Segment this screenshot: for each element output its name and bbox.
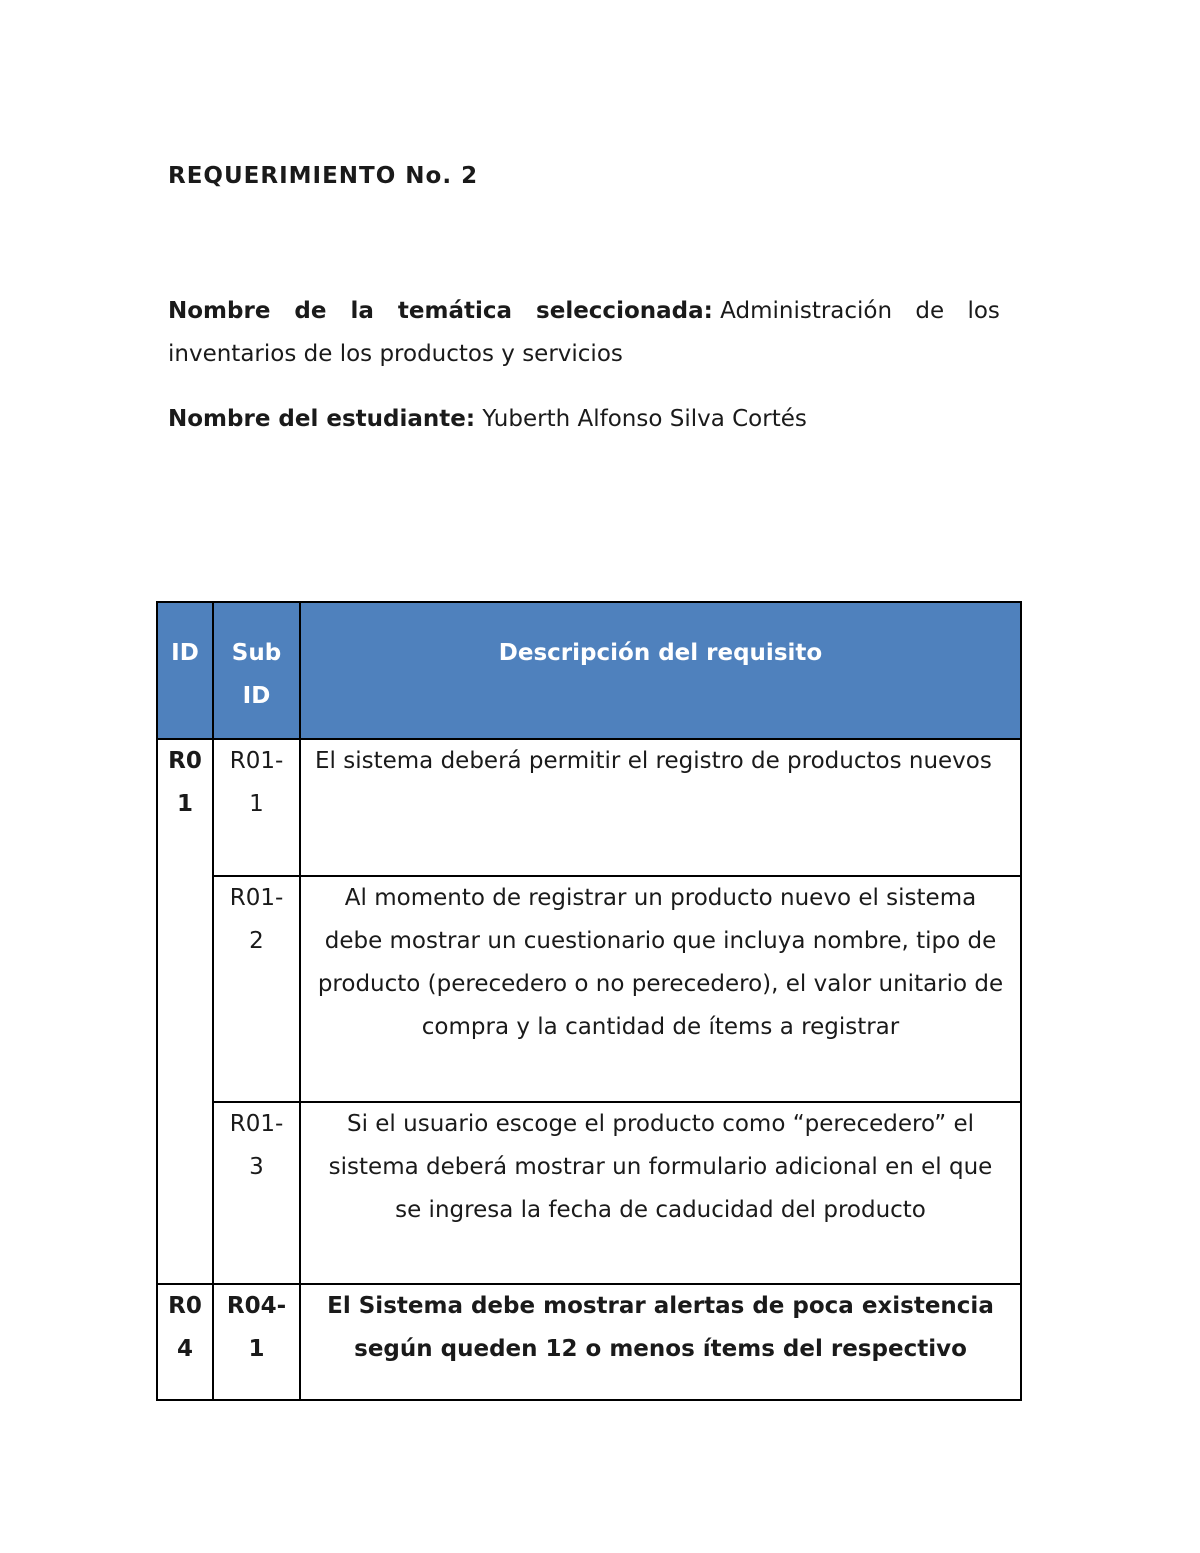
- header-sub-id: [213, 602, 300, 739]
- student-paragraph: [168, 399, 807, 439]
- group-id: R04: [168, 1293, 202, 1362]
- table-row: [157, 876, 1021, 1102]
- description-cell: [300, 739, 1021, 876]
- page-title: REQUERIMIENTO No. 2: [168, 163, 479, 189]
- description: Si el usuario escoge el producto como “perecedero” el sistema deberá mostrar un formulario adicional en el que se ingresa la fecha de caducidad del producto: [328, 1111, 993, 1223]
- group-id-cell: [157, 739, 213, 1284]
- table-row: [157, 1102, 1021, 1284]
- description-cell: [300, 1284, 1021, 1400]
- topic-value-line1: Administración de los: [720, 298, 1000, 324]
- header-description-label: Descripción del requisito: [498, 640, 823, 666]
- sub-id: R01-3: [229, 1111, 284, 1180]
- header-id: [157, 602, 213, 739]
- sub-id: R04-1: [226, 1293, 287, 1362]
- topic-paragraph: [168, 290, 1033, 376]
- requirements-table: [156, 601, 1022, 1401]
- description-cell: [300, 876, 1021, 1102]
- sub-id: R01-2: [229, 885, 284, 954]
- topic-value-line2: inventarios de los productos y servicios: [168, 341, 623, 367]
- student-value: Yuberth Alfonso Silva Cortés: [482, 406, 807, 432]
- header-sub-id-label: Sub ID: [231, 640, 282, 709]
- table-row: [157, 1284, 1021, 1400]
- table-row: [157, 739, 1021, 876]
- sub-id-cell: [213, 1284, 300, 1400]
- table-header-row: [157, 602, 1021, 739]
- description: El sistema deberá permitir el registro de productos nuevos: [315, 748, 992, 774]
- sub-id-cell: [213, 876, 300, 1102]
- topic-label: Nombre de la temática seleccionada:: [168, 298, 713, 324]
- student-label: Nombre del estudiante:: [168, 406, 476, 432]
- description-cell: [300, 1102, 1021, 1284]
- sub-id-cell: [213, 1102, 300, 1284]
- group-id-cell: [157, 1284, 213, 1400]
- group-id: R01: [168, 748, 202, 817]
- header-id-label: ID: [171, 640, 199, 666]
- sub-id: R01-1: [229, 748, 284, 817]
- header-description: [300, 602, 1021, 739]
- sub-id-cell: [213, 739, 300, 876]
- description: El Sistema debe mostrar alertas de poca existencia según queden 12 o menos ítems del respectivo: [327, 1293, 994, 1362]
- description: Al momento de registrar un producto nuevo el sistema debe mostrar un cuestionario que incluya nombre, tipo de producto (perecedero o no perecedero), el valor unitario de compra y la cantidad de ítems a registrar: [317, 885, 1004, 1040]
